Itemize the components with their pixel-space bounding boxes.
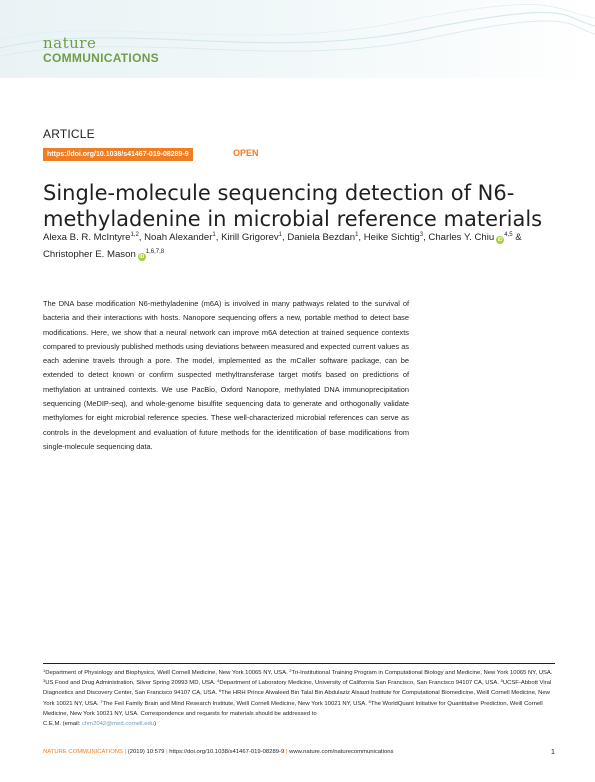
affiliation-text: Department of Physiology and Biophysics, Weill Cornell Medicine, New York 10065 NY, USA. <box>45 670 288 676</box>
orcid-icon[interactable]: iD <box>497 237 503 243</box>
affiliation-ref[interactable]: 1,2 <box>130 232 139 238</box>
author-list <box>43 229 555 263</box>
footnote-divider <box>43 663 555 664</box>
affiliation-text: Tri-Institutional Training Program in Computational Biology and Medicine, New York 10065 NY, USA. <box>291 670 553 676</box>
affiliation-ref[interactable]: 1,6,7,8 <box>145 249 165 255</box>
footer-journal-name: NATURE COMMUNICATIONS <box>43 749 123 755</box>
journal-header-band <box>0 0 595 78</box>
footnote-number: 3 <box>43 678 46 684</box>
correspondence-name: C.E.M. (email: <box>43 721 82 728</box>
abstract-text: The DNA base modification N6-methyladenine (m6A) is involved in many pathways related to the survival of bacteria and their interactions with hosts. Nanopore sequencing offers a new, portable method to detect base modifications. Here, we show that a neural network can improve m6A detection at trained sequence contexts compared to previously published methods using deviations between measured and expected current values as each adenine travels through a pore. The model, implemented as the mCaller software package, can be extended to detect known or confirm suspected methyltransferase target motifs based on predictions of methylation at untrained contexts. We use PacBio, Oxford Nanopore, methylated DNA immunoprecipitation sequencing (MeDIP-seq), and whole-genome bisulfite sequencing data to generate and orthogonally validate methylomes for eight microbial reference species. These well-characterized microbial references can serve as controls in the development and evaluation of future methods for the identification of base modifications from single-molecule sequencing data. <box>43 299 409 451</box>
open-access-label: OPEN <box>233 148 259 158</box>
affiliation-text: The WorldQuant Initiative for Quantitative Prediction, Weill Cornell Medicine, New York 10021 NY, USA. Correspondence and requests for materials should be addressed to <box>43 700 543 717</box>
abstract <box>43 297 409 454</box>
footnote-number: 2 <box>289 668 292 673</box>
affiliation-text: The HRH Prince Alwaleed Bin Talal Bin Abdulaziz Alsaud Institute for Computational Biomedicine, Weill Cornell Medicine, New York 10021 NY, USA. <box>43 690 550 707</box>
footnote-number: 1 <box>43 668 46 673</box>
affiliation-text: UCSF-Abbott Viral Diagnostics and Discovery Center, San Francisco 94107 CA, USA. <box>43 680 552 697</box>
footer-separator: | <box>285 749 288 755</box>
page-footer <box>43 748 555 757</box>
author-conjunction: & <box>512 232 522 243</box>
affiliation-ref[interactable]: 3 <box>419 232 424 238</box>
doi-link[interactable]: https://doi.org/10.1038/s41467-019-08289-9 <box>43 148 193 161</box>
affiliation-ref[interactable]: 1 <box>278 232 282 238</box>
journal-logo[interactable] <box>43 36 159 64</box>
author-name[interactable]: Alexa B. R. McIntyre <box>43 232 131 243</box>
article-title-text: Single-molecule sequencing detection of N6-methyladenine in microbial reference materials <box>43 181 543 232</box>
author-name[interactable]: , Noah Alexander <box>138 232 213 243</box>
orcid-icon[interactable]: iD <box>139 254 145 260</box>
affiliation-text: US Food and Drug Administration, Silver Spring 20993 MD, USA. <box>45 680 216 687</box>
affiliation-text: The Feil Family Brain and Mind Research Institute, Weill Cornell Medicine, New York 10021 NY, USA. <box>102 700 367 707</box>
author-name[interactable]: , Daniela Bezdan <box>281 232 356 243</box>
affiliation-ref[interactable]: 1 <box>355 232 359 238</box>
footnote-number: 8 <box>368 698 371 704</box>
affiliations-footnotes <box>43 668 555 729</box>
footnote-number: 7 <box>100 698 103 704</box>
article-title <box>43 180 563 232</box>
page-number: 1 <box>550 747 555 756</box>
footer-website-link[interactable]: www.nature.com/naturecommunications <box>289 749 394 755</box>
author-name[interactable]: , Charles Y. Chiu <box>423 232 495 243</box>
correspondence-close: ) <box>154 721 157 728</box>
logo-word-nature: nature <box>43 34 97 52</box>
footer-doi-link[interactable]: https://doi.org/10.1038/s41467-019-08289-9 <box>169 749 285 755</box>
logo-word-communications: COMMUNICATIONS <box>43 51 159 65</box>
footnote-number: 5 <box>500 678 503 684</box>
article-type-label: ARTICLE <box>43 127 95 141</box>
author-name[interactable]: , Heike Sichtig <box>358 232 420 243</box>
author-name[interactable]: , Kirill Grigorev <box>215 232 279 243</box>
footer-citation: (2019) 10:579 <box>127 749 165 755</box>
affiliation-ref[interactable]: 4,5 <box>504 232 513 238</box>
footer-separator: | <box>124 749 127 755</box>
footnote-number: 4 <box>217 678 220 684</box>
footer-separator: | <box>166 749 168 755</box>
footnote-number: 6 <box>218 688 222 694</box>
author-name[interactable]: Christopher E. Mason <box>43 249 136 260</box>
affiliation-text: Department of Laboratory Medicine, University of California San Francisco, San Francisco 94107 CA, USA. <box>219 680 499 687</box>
affiliation-ref[interactable]: 1 <box>212 232 216 238</box>
correspondence-email-link[interactable]: chm2042@med.cornell.edu <box>81 721 155 728</box>
